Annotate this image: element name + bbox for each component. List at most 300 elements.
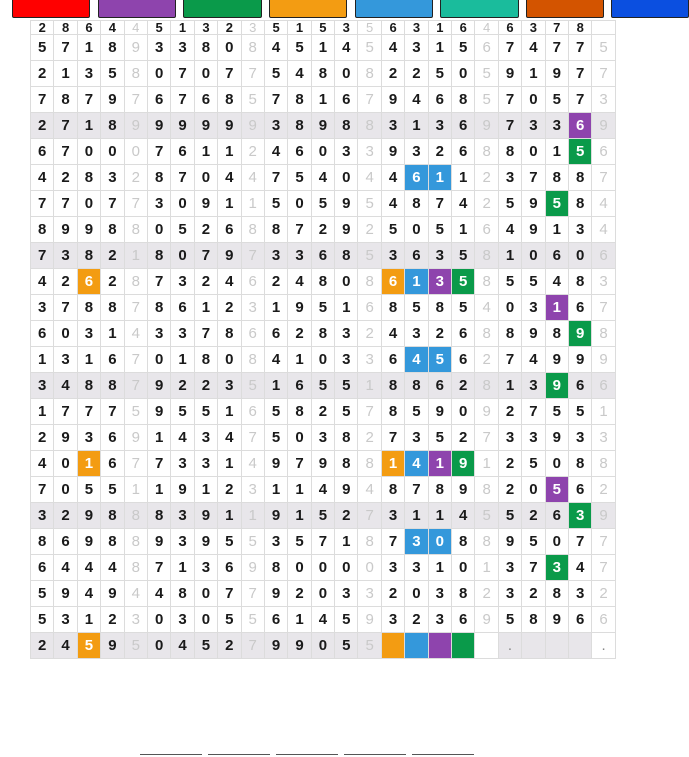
grid-cell[interactable]: 4 [311,165,334,191]
grid-cell[interactable]: 6 [171,139,194,165]
grid-cell[interactable]: 5 [452,35,475,61]
grid-cell[interactable] [522,633,545,659]
grid-cell[interactable]: 6 [335,87,358,113]
grid-cell[interactable]: 7 [124,295,147,321]
grid-cell[interactable]: 8 [358,61,381,87]
grid-cell[interactable]: 0 [171,243,194,269]
grid-cell[interactable]: 9 [568,321,591,347]
grid-cell[interactable]: 3 [264,529,287,555]
grid-cell[interactable]: 4 [54,633,77,659]
grid-cell[interactable]: 1 [428,555,451,581]
grid-cell[interactable]: 4 [311,477,334,503]
grid-cell[interactable]: 8 [381,477,404,503]
grid-cell[interactable]: 2 [218,295,241,321]
grid-cell[interactable]: 3 [568,217,591,243]
grid-cell[interactable]: 9 [124,113,147,139]
grid-cell[interactable]: 5 [311,21,334,35]
grid-cell[interactable]: 2 [522,503,545,529]
grid-cell[interactable]: 4 [171,633,194,659]
grid-cell[interactable]: 9 [147,113,170,139]
grid-cell[interactable]: 4 [241,165,264,191]
color-tab-orange[interactable] [269,0,347,18]
grid-cell[interactable]: 0 [311,581,334,607]
grid-cell[interactable]: 3 [428,581,451,607]
grid-cell[interactable]: 8 [54,21,77,35]
grid-cell[interactable]: 9 [475,607,498,633]
grid-cell[interactable]: 6 [381,21,404,35]
grid-cell[interactable]: 8 [428,477,451,503]
grid-cell[interactable]: 4 [124,21,147,35]
grid-cell[interactable]: 0 [428,529,451,555]
grid-cell[interactable]: 7 [264,165,287,191]
grid-cell[interactable]: 7 [241,633,264,659]
grid-cell[interactable]: 2 [381,61,404,87]
grid-cell[interactable]: 8 [124,269,147,295]
grid-cell[interactable]: 5 [381,217,404,243]
grid-cell[interactable]: 6 [101,425,124,451]
grid-cell[interactable]: 0 [124,139,147,165]
grid-cell[interactable]: 5 [428,217,451,243]
grid-cell[interactable]: 5 [498,503,521,529]
grid-cell[interactable]: 1 [452,165,475,191]
grid-cell[interactable]: 7 [77,399,100,425]
grid-cell[interactable]: 1 [77,35,100,61]
grid-cell[interactable]: 3 [498,165,521,191]
grid-cell[interactable]: 0 [54,451,77,477]
grid-cell[interactable]: 6 [77,21,100,35]
grid-cell[interactable]: 8 [311,269,334,295]
grid-cell[interactable]: 4 [358,165,381,191]
grid-cell[interactable]: 3 [522,295,545,321]
grid-cell[interactable]: 0 [194,61,217,87]
grid-cell[interactable]: 8 [335,243,358,269]
grid-cell[interactable]: 3 [498,555,521,581]
grid-cell[interactable]: 6 [545,243,568,269]
grid-cell[interactable]: 2 [335,503,358,529]
grid-cell[interactable]: 8 [545,165,568,191]
grid-cell[interactable]: 7 [54,295,77,321]
grid-cell[interactable]: 3 [171,35,194,61]
grid-cell[interactable]: 7 [498,113,521,139]
grid-cell[interactable]: 4 [405,87,428,113]
grid-cell[interactable]: 8 [54,87,77,113]
grid-cell[interactable]: 8 [475,269,498,295]
grid-cell[interactable]: 9 [101,581,124,607]
grid-cell[interactable]: 4 [241,451,264,477]
grid-cell[interactable]: 9 [498,61,521,87]
grid-cell[interactable]: 0 [147,607,170,633]
grid-cell[interactable]: 1 [194,139,217,165]
grid-cell[interactable]: 6 [592,243,615,269]
grid-cell[interactable]: 4 [264,347,287,373]
grid-cell[interactable]: 6 [264,607,287,633]
grid-cell[interactable]: 2 [171,373,194,399]
grid-cell[interactable]: 3 [381,555,404,581]
grid-cell[interactable]: 9 [522,217,545,243]
grid-cell[interactable]: 1 [288,347,311,373]
grid-cell[interactable]: 8 [405,373,428,399]
grid-cell[interactable]: 5 [288,35,311,61]
grid-cell[interactable]: 6 [288,373,311,399]
grid-cell[interactable]: 2 [31,425,54,451]
grid-cell[interactable]: 9 [335,191,358,217]
grid-cell[interactable]: 0 [335,61,358,87]
grid-cell[interactable]: 9 [428,399,451,425]
grid-cell[interactable]: 6 [405,243,428,269]
grid-cell[interactable]: 6 [381,347,404,373]
grid-cell[interactable]: 1 [218,191,241,217]
grid-cell[interactable]: 3 [194,21,217,35]
grid-cell[interactable]: 2 [288,581,311,607]
grid-cell[interactable]: 4 [54,373,77,399]
grid-cell[interactable]: 7 [124,87,147,113]
grid-cell[interactable]: 9 [54,217,77,243]
grid-cell[interactable]: 3 [241,295,264,321]
grid-cell[interactable]: 3 [54,607,77,633]
grid-cell[interactable]: 5 [77,633,100,659]
grid-cell[interactable]: 4 [77,581,100,607]
grid-cell[interactable]: 7 [592,165,615,191]
grid-cell[interactable]: 6 [31,139,54,165]
grid-cell[interactable]: 1 [101,321,124,347]
grid-cell[interactable]: 6 [452,607,475,633]
grid-cell[interactable]: 3 [358,581,381,607]
grid-cell[interactable]: 4 [405,451,428,477]
grid-cell[interactable]: 3 [405,321,428,347]
grid-cell[interactable]: 3 [147,321,170,347]
grid-cell[interactable]: 6 [568,295,591,321]
grid-cell[interactable]: 0 [194,165,217,191]
color-tab-blue[interactable] [355,0,433,18]
grid-cell[interactable]: 9 [311,113,334,139]
grid-cell[interactable]: 9 [568,347,591,373]
grid-cell[interactable]: 6 [241,321,264,347]
grid-cell[interactable]: 5 [358,21,381,35]
grid-cell[interactable]: 2 [194,217,217,243]
grid-cell[interactable]: 4 [311,607,334,633]
grid-cell[interactable]: 0 [335,555,358,581]
grid-cell[interactable]: 3 [194,555,217,581]
grid-cell[interactable]: 1 [475,451,498,477]
grid-cell[interactable]: 5 [101,477,124,503]
grid-cell[interactable]: 3 [171,503,194,529]
grid-cell[interactable]: 8 [264,217,287,243]
grid-cell[interactable]: 7 [54,191,77,217]
grid-cell[interactable]: 7 [147,451,170,477]
grid-cell[interactable]: 9 [101,87,124,113]
grid-cell[interactable]: 0 [218,35,241,61]
grid-cell[interactable] [568,633,591,659]
grid-cell[interactable]: 3 [568,503,591,529]
grid-cell[interactable]: 4 [522,35,545,61]
grid-cell[interactable]: 8 [522,607,545,633]
grid-cell[interactable]: 3 [592,87,615,113]
grid-cell[interactable]: 0 [498,295,521,321]
grid-cell[interactable]: 5 [241,607,264,633]
grid-cell[interactable]: 0 [522,477,545,503]
grid-cell[interactable]: 7 [147,555,170,581]
grid-cell[interactable]: 3 [498,425,521,451]
grid-cell[interactable]: 5 [428,61,451,87]
grid-cell[interactable]: 0 [335,165,358,191]
grid-cell[interactable]: 7 [405,477,428,503]
grid-cell[interactable]: 6 [101,347,124,373]
grid-cell[interactable]: 6 [218,217,241,243]
grid-cell[interactable]: 0 [147,347,170,373]
grid-cell[interactable]: 9 [311,451,334,477]
grid-cell[interactable]: 4 [568,555,591,581]
grid-cell[interactable]: 9 [475,113,498,139]
grid-cell[interactable]: 8 [592,451,615,477]
grid-cell[interactable]: 2 [428,321,451,347]
grid-cell[interactable]: 5 [358,243,381,269]
grid-cell[interactable]: 7 [147,139,170,165]
grid-cell[interactable]: 6 [452,139,475,165]
grid-cell[interactable]: 4 [381,191,404,217]
grid-cell[interactable]: 4 [288,269,311,295]
grid-cell[interactable]: 9 [124,35,147,61]
grid-cell[interactable]: 8 [592,321,615,347]
grid-cell[interactable]: 1 [31,399,54,425]
grid-cell[interactable]: 9 [381,87,404,113]
grid-cell[interactable]: 4 [452,191,475,217]
grid-cell[interactable]: 5 [475,61,498,87]
grid-cell[interactable]: 8 [171,581,194,607]
grid-cell[interactable]: 8 [124,217,147,243]
grid-cell[interactable]: 2 [54,503,77,529]
grid-cell[interactable]: 7 [241,425,264,451]
grid-cell[interactable]: 4 [545,269,568,295]
grid-cell[interactable]: 8 [147,295,170,321]
grid-cell[interactable]: 8 [568,451,591,477]
grid-cell[interactable]: 7 [381,425,404,451]
grid-cell[interactable]: 3 [264,243,287,269]
grid-cell[interactable]: 8 [452,529,475,555]
grid-cell[interactable]: 7 [288,451,311,477]
grid-cell[interactable]: 0 [311,633,334,659]
grid-cell[interactable]: 3 [77,61,100,87]
grid-cell[interactable] [545,633,568,659]
grid-cell[interactable]: 0 [77,191,100,217]
grid-cell[interactable]: 5 [311,503,334,529]
color-tab-green[interactable] [183,0,262,18]
grid-cell[interactable]: 2 [31,113,54,139]
grid-cell[interactable]: 6 [358,295,381,321]
grid-cell[interactable]: 5 [264,399,287,425]
grid-cell[interactable]: 6 [568,373,591,399]
grid-cell[interactable]: 3 [545,113,568,139]
grid-cell[interactable]: 5 [545,399,568,425]
grid-cell[interactable]: 2 [405,61,428,87]
grid-cell[interactable]: 8 [218,321,241,347]
grid-cell[interactable]: 5 [358,35,381,61]
grid-cell[interactable]: 2 [31,61,54,87]
grid-cell[interactable]: 7 [545,21,568,35]
grid-cell[interactable]: 0 [77,139,100,165]
grid-cell[interactable]: 2 [101,607,124,633]
grid-cell[interactable]: 8 [311,61,334,87]
grid-cell[interactable]: 1 [335,529,358,555]
grid-cell[interactable]: 8 [101,217,124,243]
grid-cell[interactable]: 2 [241,139,264,165]
grid-cell[interactable]: 9 [545,373,568,399]
grid-cell[interactable]: 3 [405,555,428,581]
grid-cell[interactable]: 8 [101,503,124,529]
grid-cell[interactable]: 0 [522,87,545,113]
grid-cell[interactable]: 7 [31,191,54,217]
grid-cell[interactable]: 6 [171,295,194,321]
grid-cell[interactable]: 8 [264,555,287,581]
grid-cell[interactable]: 1 [428,503,451,529]
grid-cell[interactable]: 1 [77,451,100,477]
grid-cell[interactable]: 4 [124,581,147,607]
grid-cell[interactable]: 9 [171,477,194,503]
grid-cell[interactable]: 9 [171,113,194,139]
grid-cell[interactable]: 7 [171,165,194,191]
grid-cell[interactable]: 7 [101,399,124,425]
grid-cell[interactable]: 5 [522,451,545,477]
grid-cell[interactable]: 8 [31,529,54,555]
grid-cell[interactable]: 2 [311,217,334,243]
grid-cell[interactable]: 3 [31,373,54,399]
grid-cell[interactable]: 9 [545,607,568,633]
grid-cell[interactable]: 9 [264,633,287,659]
grid-cell[interactable]: 8 [568,165,591,191]
grid-cell[interactable]: 5 [147,21,170,35]
grid-cell[interactable]: 9 [522,321,545,347]
grid-cell[interactable]: 8 [241,347,264,373]
grid-cell[interactable]: 1 [545,295,568,321]
grid-cell[interactable]: 7 [218,581,241,607]
grid-cell[interactable]: 4 [77,555,100,581]
grid-cell[interactable]: 7 [568,87,591,113]
grid-cell[interactable]: 8 [475,529,498,555]
grid-cell[interactable]: 6 [475,35,498,61]
grid-cell[interactable]: 4 [101,555,124,581]
grid-cell[interactable]: 5 [405,399,428,425]
grid-cell[interactable]: 6 [568,607,591,633]
grid-cell[interactable]: 5 [405,295,428,321]
grid-cell[interactable]: 9 [545,61,568,87]
grid-cell[interactable]: 8 [101,295,124,321]
grid-cell[interactable]: 1 [241,503,264,529]
grid-cell[interactable]: 1 [54,61,77,87]
grid-cell[interactable]: 4 [124,321,147,347]
grid-cell[interactable]: 6 [241,269,264,295]
grid-cell[interactable]: 7 [124,347,147,373]
grid-cell[interactable]: 4 [381,165,404,191]
grid-cell[interactable]: 4 [522,347,545,373]
grid-cell[interactable]: 1 [358,373,381,399]
grid-cell[interactable]: 9 [101,633,124,659]
grid-cell[interactable]: 2 [54,165,77,191]
grid-cell[interactable]: 5 [264,21,287,35]
grid-cell[interactable]: 5 [288,529,311,555]
grid-cell[interactable]: 1 [475,555,498,581]
grid-cell[interactable]: 4 [31,165,54,191]
grid-cell[interactable]: 2 [428,139,451,165]
grid-cell[interactable]: 7 [241,581,264,607]
grid-cell[interactable]: 8 [218,87,241,113]
grid-cell[interactable]: 3 [428,269,451,295]
grid-cell[interactable]: 1 [77,607,100,633]
grid-cell[interactable]: 5 [475,87,498,113]
grid-cell[interactable]: 0 [452,555,475,581]
grid-cell[interactable]: 6 [264,321,287,347]
grid-cell[interactable]: 5 [358,633,381,659]
grid-cell[interactable]: 3 [171,529,194,555]
grid-cell[interactable] [428,633,451,659]
grid-cell[interactable]: 7 [54,399,77,425]
grid-cell[interactable]: 3 [592,425,615,451]
grid-cell[interactable]: 7 [568,35,591,61]
grid-cell[interactable]: 3 [124,607,147,633]
grid-cell[interactable]: 0 [335,269,358,295]
grid-cell[interactable]: 2 [358,425,381,451]
grid-cell[interactable]: 6 [218,555,241,581]
grid-cell[interactable]: 3 [381,243,404,269]
grid-cell[interactable]: 8 [475,321,498,347]
grid-cell[interactable]: 9 [288,295,311,321]
grid-cell[interactable]: 1 [194,295,217,321]
grid-cell[interactable]: 5 [428,425,451,451]
grid-cell[interactable]: 7 [194,243,217,269]
grid-cell[interactable]: 8 [475,139,498,165]
color-tab-purple[interactable] [98,0,176,18]
grid-cell[interactable]: 6 [101,451,124,477]
grid-cell[interactable]: 0 [452,399,475,425]
grid-cell[interactable]: 7 [54,35,77,61]
color-tab-red[interactable] [12,0,90,18]
grid-cell[interactable]: 8 [101,35,124,61]
grid-cell[interactable]: 5 [241,529,264,555]
grid-cell[interactable]: 5 [241,373,264,399]
grid-cell[interactable]: 8 [124,555,147,581]
grid-cell[interactable]: 5 [77,477,100,503]
grid-cell[interactable]: 9 [124,425,147,451]
grid-cell[interactable]: 7 [358,87,381,113]
grid-cell[interactable]: 3 [171,607,194,633]
grid-cell[interactable]: 6 [452,113,475,139]
grid-cell[interactable] [475,633,498,659]
grid-cell[interactable]: 1 [592,399,615,425]
grid-cell[interactable]: 1 [522,61,545,87]
grid-cell[interactable]: 7 [568,529,591,555]
grid-cell[interactable]: 2 [498,477,521,503]
grid-cell[interactable]: 8 [452,581,475,607]
grid-cell[interactable]: 3 [194,425,217,451]
grid-cell[interactable]: 8 [381,295,404,321]
grid-cell[interactable]: 8 [77,243,100,269]
grid-cell[interactable]: 5 [171,217,194,243]
grid-cell[interactable]: 3 [428,607,451,633]
grid-cell[interactable]: 6 [568,113,591,139]
grid-cell[interactable]: 3 [568,581,591,607]
grid-cell[interactable]: 8 [428,295,451,321]
grid-cell[interactable]: 9 [264,451,287,477]
grid-cell[interactable]: 8 [194,35,217,61]
grid-cell[interactable]: 1 [405,503,428,529]
grid-cell[interactable]: 7 [428,191,451,217]
grid-cell[interactable]: 1 [77,113,100,139]
grid-cell[interactable]: 8 [147,503,170,529]
grid-cell[interactable]: 8 [545,581,568,607]
grid-cell[interactable]: 1 [194,477,217,503]
grid-cell[interactable]: 8 [288,113,311,139]
grid-cell[interactable]: 3 [381,503,404,529]
grid-cell[interactable]: 5 [522,529,545,555]
grid-cell[interactable]: 9 [358,607,381,633]
